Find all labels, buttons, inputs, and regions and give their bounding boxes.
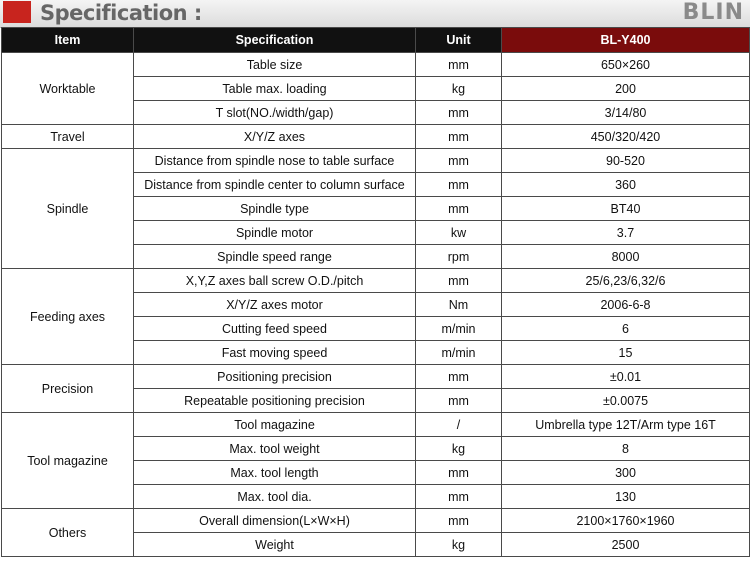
spec-cell: Cutting feed speed xyxy=(134,317,416,341)
table-row xyxy=(2,509,750,533)
table-row xyxy=(2,413,750,437)
unit-cell: kg xyxy=(416,77,502,101)
spec-cell: Tool magazine xyxy=(134,413,416,437)
value-cell: 15 xyxy=(502,341,750,365)
group-item-cell: Others xyxy=(2,509,134,557)
table-row xyxy=(2,53,750,77)
unit-cell: mm xyxy=(416,53,502,77)
spec-cell: Distance from spindle center to column surface xyxy=(134,173,416,197)
unit-cell: / xyxy=(416,413,502,437)
unit-cell: m/min xyxy=(416,341,502,365)
value-cell: 300 xyxy=(502,461,750,485)
column-header-model: BL-Y400 xyxy=(502,28,750,53)
unit-cell: kg xyxy=(416,533,502,557)
header-bar xyxy=(0,0,750,28)
value-cell: ±0.01 xyxy=(502,365,750,389)
table-row xyxy=(2,269,750,293)
spec-cell: X/Y/Z axes xyxy=(134,125,416,149)
value-cell: 3/14/80 xyxy=(502,101,750,125)
spec-cell: Max. tool dia. xyxy=(134,485,416,509)
column-header-item: Item xyxy=(2,28,134,53)
spec-cell: Repeatable positioning precision xyxy=(134,389,416,413)
table-row xyxy=(2,365,750,389)
unit-cell: mm xyxy=(416,485,502,509)
spec-cell: Table max. loading xyxy=(134,77,416,101)
value-cell: 2006-6-8 xyxy=(502,293,750,317)
unit-cell: mm xyxy=(416,365,502,389)
value-cell: ±0.0075 xyxy=(502,389,750,413)
value-cell: 8 xyxy=(502,437,750,461)
unit-cell: mm xyxy=(416,269,502,293)
value-cell: 6 xyxy=(502,317,750,341)
value-cell: 650×260 xyxy=(502,53,750,77)
spec-cell: Distance from spindle nose to table surface xyxy=(134,149,416,173)
spec-cell: X,Y,Z axes ball screw O.D./pitch xyxy=(134,269,416,293)
unit-cell: mm xyxy=(416,125,502,149)
unit-cell: mm xyxy=(416,509,502,533)
unit-cell: mm xyxy=(416,173,502,197)
table-body xyxy=(2,53,750,557)
value-cell: BT40 xyxy=(502,197,750,221)
group-item-cell: Tool magazine xyxy=(2,413,134,509)
spec-cell: Positioning precision xyxy=(134,365,416,389)
value-cell: 200 xyxy=(502,77,750,101)
table-row xyxy=(2,125,750,149)
value-cell: 2500 xyxy=(502,533,750,557)
brand-logo: BLIN xyxy=(682,0,744,25)
group-item-cell: Worktable xyxy=(2,53,134,125)
header-accent-block xyxy=(3,1,31,23)
value-cell: 450/320/420 xyxy=(502,125,750,149)
unit-cell: m/min xyxy=(416,317,502,341)
value-cell: Umbrella type 12T/Arm type 16T xyxy=(502,413,750,437)
group-item-cell: Travel xyxy=(2,125,134,149)
spec-cell: Spindle motor xyxy=(134,221,416,245)
page-title: Specification : xyxy=(40,1,202,25)
group-item-cell: Precision xyxy=(2,365,134,413)
unit-cell: kw xyxy=(416,221,502,245)
spec-cell: X/Y/Z axes motor xyxy=(134,293,416,317)
spec-cell: Max. tool length xyxy=(134,461,416,485)
table-header-row xyxy=(2,28,750,53)
value-cell: 8000 xyxy=(502,245,750,269)
unit-cell: Nm xyxy=(416,293,502,317)
column-header-unit: Unit xyxy=(416,28,502,53)
spec-cell: Overall dimension(L×W×H) xyxy=(134,509,416,533)
table-row xyxy=(2,149,750,173)
spec-cell: Weight xyxy=(134,533,416,557)
unit-cell: rpm xyxy=(416,245,502,269)
group-item-cell: Spindle xyxy=(2,149,134,269)
spec-cell: Table size xyxy=(134,53,416,77)
unit-cell: mm xyxy=(416,197,502,221)
spec-cell: T slot(NO./width/gap) xyxy=(134,101,416,125)
spec-cell: Spindle type xyxy=(134,197,416,221)
value-cell: 3.7 xyxy=(502,221,750,245)
spec-cell: Spindle speed range xyxy=(134,245,416,269)
unit-cell: mm xyxy=(416,389,502,413)
spec-cell: Fast moving speed xyxy=(134,341,416,365)
value-cell: 2100×1760×1960 xyxy=(502,509,750,533)
spec-cell: Max. tool weight xyxy=(134,437,416,461)
group-item-cell: Feeding axes xyxy=(2,269,134,365)
column-header-specification: Specification xyxy=(134,28,416,53)
unit-cell: mm xyxy=(416,101,502,125)
unit-cell: mm xyxy=(416,149,502,173)
unit-cell: mm xyxy=(416,461,502,485)
value-cell: 360 xyxy=(502,173,750,197)
value-cell: 130 xyxy=(502,485,750,509)
specification-table xyxy=(1,27,750,557)
value-cell: 90-520 xyxy=(502,149,750,173)
value-cell: 25/6,23/6,32/6 xyxy=(502,269,750,293)
unit-cell: kg xyxy=(416,437,502,461)
